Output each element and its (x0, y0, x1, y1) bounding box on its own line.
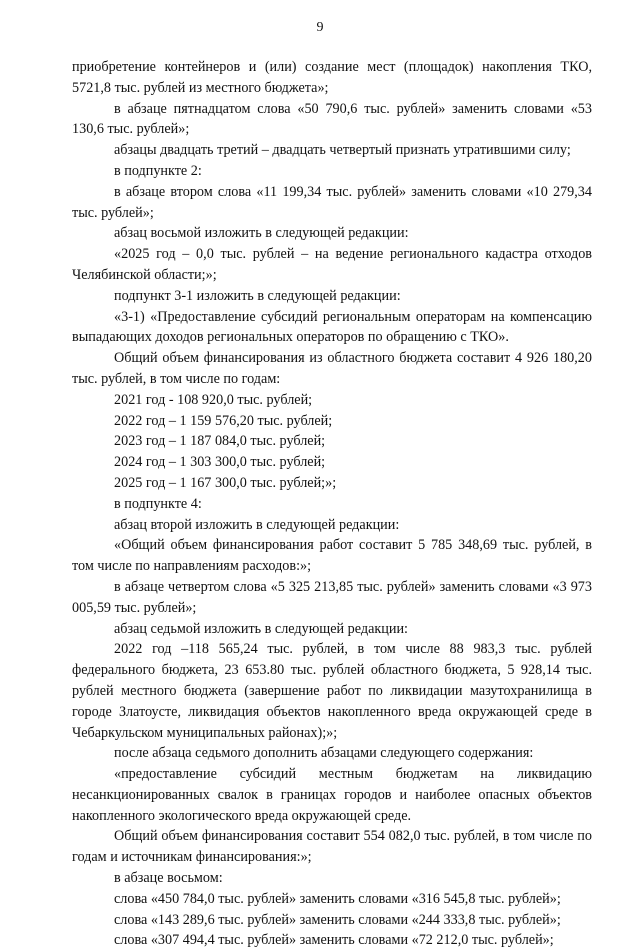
page-number: 9 (316, 20, 324, 35)
paragraph-5: в абзаце втором слова «11 199,34 тыс. рублей» заменить словами «10 279,34 тыс. рублей»; (72, 183, 592, 221)
paragraph-7: «2025 год – 0,0 тыс. рублей – на ведение регионального кадастра отходов Челябинской области;»; (72, 246, 592, 283)
year-line-2022: 2022 год – 1 159 576,20 тыс. рублей; (114, 412, 333, 429)
paragraph-24: Общий объем финансирования составит 554 082,0 тыс. рублей, в том числе по годам и источникам финансирования:»; (72, 828, 592, 866)
paragraph-1: приобретение контейнеров и (или) создание мест (площадок) накопления ТКО, 5721,8 тыс. рублей из местного бюджета»; (72, 59, 592, 96)
paragraph-21: 2022 год –118 565,24 тыс. рублей, в том числе 88 983,3 тыс. рублей федерального бюджета, 23 653.80 тыс. рублей областного бюджета, 5 928,14 тыс. рублей местного бюджета (завершение работ по ликвидации мазутохранилища в городе Златоусте, ликвидация объектов накопленного вреда окружающей среде в Чебаркульском муниципальных районах);»; (72, 641, 592, 741)
paragraph-27: слова «143 289,6 тыс. рублей» заменить словами «244 333,8 тыс. рублей»; (114, 911, 561, 928)
year-line-2023: 2023 год – 1 187 084,0 тыс. рублей; (114, 433, 326, 450)
paragraph-16: в подпункте 4: (114, 495, 202, 512)
year-line-2021: 2021 год - 108 920,0 тыс. рублей; (114, 391, 313, 408)
paragraph-10: Общий объем финансирования из областного бюджета составит 4 926 180,20 тыс. рублей, в том числе по годам: (72, 350, 592, 387)
paragraph-17: абзац второй изложить в следующей редакции: (114, 516, 400, 533)
paragraph-28: слова «307 494,4 тыс. рублей» заменить словами «72 212,0 тыс. рублей»; (114, 932, 554, 949)
paragraph-18: «Общий объем финансирования работ составит 5 785 348,69 тыс. рублей, в том числе по направлениям расходов:»; (72, 537, 592, 575)
year-line-2025: 2025 год – 1 167 300,0 тыс. рублей;»; (114, 474, 337, 491)
paragraph-22: после абзаца седьмого дополнить абзацами следующего содержания: (114, 745, 534, 762)
document-body (72, 57, 592, 951)
paragraph-8: подпункт 3-1 изложить в следующей редакции: (114, 287, 401, 304)
paragraph-9: «3-1) «Предоставление субсидий региональным операторам на компенсацию выпадающих доходов региональных операторов по обращению с ТКО». (72, 308, 592, 346)
paragraph-4: в подпункте 2: (114, 162, 202, 179)
paragraph-6: абзац восьмой изложить в следующей редакции: (114, 225, 409, 242)
year-line-2024: 2024 год – 1 303 300,0 тыс. рублей; (114, 454, 326, 471)
paragraph-3: абзацы двадцать третий – двадцать четвертый признать утратившими силу; (114, 142, 571, 159)
paragraph-2: в абзаце пятнадцатом слова «50 790,6 тыс. рублей» заменить словами «53 130,6 тыс. рублей»; (72, 100, 592, 138)
paragraph-25: в абзаце восьмом: (114, 870, 223, 887)
paragraph-19: в абзаце четвертом слова «5 325 213,85 тыс. рублей» заменить словами «3 973 005,59 тыс. рублей»; (72, 578, 592, 616)
paragraph-23: «предоставление субсидий местным бюджетам на ликвидацию несанкционированных свалок в границах городов и наиболее опасных объектов накопленного экологического вреда окружающей среде. (72, 766, 592, 824)
paragraph-26: слова «450 784,0 тыс. рублей» заменить словами «316 545,8 тыс. рублей»; (114, 890, 561, 907)
paragraph-20: абзац седьмой изложить в следующей редакции: (114, 620, 409, 637)
